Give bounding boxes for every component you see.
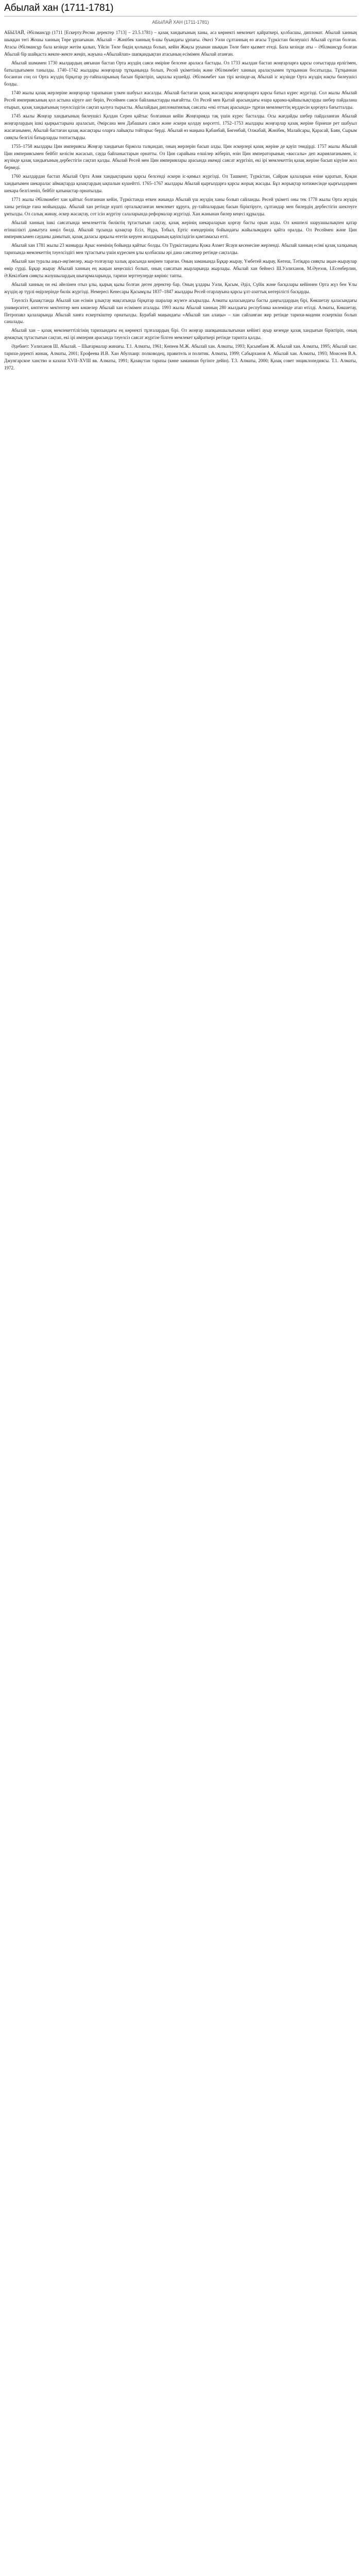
article-paragraph: Абылай шамамен 1730 жылдардың аяғынан бастап Орта жүздің саяси өміріне белсене араласа бастады. Ол 1733 жылдан бастап жоңғарларға қарсы соғыстарда ерлігімен, батылдығымен танылды. 1740–1742 жылдары жоңғарлар тұтқынында болып, Ресей үкіметінің және Әбілмәмбет ханның араласуымен тұтқыннан босатылды. Тұтқыннан босанған соң ол Орта жүздің бірқатар ру-тайпаларының басын біріктіріп, ықпалы күшейді. Әбілмәмбет хан тірі кезінде-ақ Абылай іс жүзінде Орта жүздің нақты билеушісі болды. [4, 60, 357, 87]
article-paragraph: 1755–1758 жылдары Цин империясы Жоңғар хандығын біржола талқандап, оның жерлерін басып алды. Цин әскерлері қазақ жеріне де қауіп төндірді. 1757 жылы Абылай Цин империясымен бейбіт келісім жасасып, сауда байланыстарын орнатты. Ол Цин сарайына елшілер жіберіп, өзін Цин императорының «вассалы» деп жариялағанымен, іс жүзінде қазақ хандығының дербестігін сақтап қалды. Абылай Ресей мен Цин империялары арасында икемді саясат жүргізіп, екі ірі мемлекеттің қазақ жеріне басып кіруіне жол бермеді. [4, 143, 357, 171]
article-paragraph: Абылай хан 1781 жылы 23 мамырда Арыс өзенінің бойында қайтыс болды. Ол Түркістандағы Қожа Ахмет Ясауи кесенесіне жерленді. Абылай ханның есімі қазақ халқының тарихында мемлекеттің тәуелсіздігі мен тұтастығы үшін күрескен ұлы қолбасшы әрі дана саясаткер ретінде сақталды. [4, 243, 357, 256]
article-paragraph: 1760 жылдардан бастап Абылай Орта Азия хандықтарына қарсы белсенді әскери іс-қимыл жүргізді. Ол Ташкент, Түркістан, Сайрам қалаларын өзіне қаратып, Қоқан хандығымен шекаралас аймақтарда қазақтардың ықпалын күшейтті. 1765–1767 жылдары Абылай қырғыздарға қарсы жорық жасады. Бұл жорықтар нәтижесінде қырғыздармен шекара белгіленіп, бейбіт қатынастар орнатылды. [4, 174, 357, 194]
article-paragraph: 1740 жылы қазақ жерлеріне жоңғарлар тарапынан үлкен шабуыл жасалды. Абылай бастаған қазақ жасақтары жоңғарларға қарсы батыл күрес жүргізді. Сол жылы Абылай Ресей империясының қол астына кіруге ант беріп, Ресеймен саяси байланыстарды нығайтты. Ол Ресей мен Қытай арасындағы өзара қарама-қайшылықтарды шебер пайдалана отырып, қазақ хандығының тәуелсіздігін сақтап қалуға тырысты. Абылайдың дипломатиялық саясаты «екі оттың арасында» тұрған мемлекеттің мүддесін қорғауға бағытталды. [4, 90, 357, 110]
article-paragraph: Абылай ханның он екі әйелінен отыз ұлы, қырық қызы болған деген деректер бар. Оның ұлдары Уәли, Қасым, Әділ, Сүйік және басқалары кейіннен Орта жүз бен Ұлы жүздің әр түрлі өңірлерінде билік жүргізді. Немересі Кенесары Қасымұлы 1837–1847 жылдары Ресей отарлауына қарсы ұлт-азаттық көтерілісті басқарды. [4, 281, 357, 294]
article-paragraph: 1745 жылы Жоңғар хандығының билеушісі Қалдан Серен қайтыс болғаннан кейін Жоңғарияда тақ үшін күрес басталды. Осы жағдайды шебер пайдаланған Абылай жоңғарлардың ішкі қырқыстарына араласып, Әмірсана мен Дабашыға саяси және әскери қолдау көрсетті. 1752–1753 жылдары жоңғарлар қазақ жеріне бірнеше рет шабуыл жасағанымен, Абылай бастаған қазақ жасақтары оларға лайықты тойтарыс берді. Абылай өз маңына Қабанбай, Бөгенбай, Олжабай, Жәнібек, Малайсары, Қарасай, Баян, Сырым сияқты белгілі батырларды топтастырды. [4, 113, 357, 140]
article-paragraph: Тәуелсіз Қазақстанда Абылай хан есімін ұлықтау мақсатында бірқатар шаралар жүзеге асырылды. Алматы қаласындағы басты даңғылдардың бірі, Көкшетау қаласындағы университет, көптеген мектептер мен көшелер Абылай хан есімімен аталады. 1993 жылы Абылай ханның 280 жылдығы республика көлемінде атап өтілді. Алматы, Көкшетау, Петропавл қалаларында Абылай ханға ескерткіштер орнатылды. Бурабай маңындағы «Абылай хан алаңы» – хан сайланған жер ретінде тарихи-мәдени ескерткіш болып саналады. [4, 297, 357, 325]
article-paragraph: АБЫЛАЙ, Әбілмансұр (1711 [Ескерту:Ресми деректер 1713] – 23.5.1781) – қазақ хандығының ханы, аса көрнекті мемлекет қайраткері, қолбасшы, дипломат. Абылай ханның шыққан тегі Жошы ханның Төре ұрпағынан. Абылай – Жәнібек ханның 6-шы буындағы ұрпағы. Әкесі Уәли сұлтанның өз ағасы Түркістан билеушісі Абылай сұлтан болған. Атасы Әбілмансұр бала кезінде жетім қалып, Үйсін Төле бидің қолында болып, кейін Жақсы руынан шыққан Төле биге қызмет етеді. Бала кезінде аты – Әбілмансұр болған Абылай бір шайқаста жекпе-жекте жеңіп, жауына «Абылайлап» шапқандықтан атасының есімімен Абылай атанған. [4, 30, 357, 57]
article-references: Әдебиет: Уәлиханов Ш. Абылай. – Шығармалар жинағы. Т.1. Алматы, 1961; Көпеев М.Ж. Абылай хан. Алматы, 1993; Қасымбаев Ж. Абылай хан. Алматы, 1995; Абылай хан: тарихи-деректі жинақ. Алматы, 2001; Ерофеева И.В. Хан Абулхаир: полководец, правитель и политик. Алматы, 1999; Сабырханов А. Абылай хан. Алматы, 1993; Моисеев В.А. Джунгарское ханство и казахи XVII–XVIII вв. Алматы, 1991; Қазақстан тарихы (көне заманнан бүгінге дейін). Т.3. Алматы, 2000; Қазақ совет энциклопедиясы. Т.1. Алматы, 1972. [4, 344, 357, 370]
article-paragraph: Абылай хан – қазақ мемлекеттілігінің тарихындағы ең көрнекті тұлғалардың бірі. Ол жоңғар шапқыншылығынан кейінгі ауыр кезеңде қазақ хандығын біріктіріп, оның аумақтық тұтастығын сақтап, екі ірі империя арасында тәуелсіз саясат жүргізе білген мемлекет қайраткері ретінде тарихта қалды. [4, 328, 357, 341]
article-body [4, 29, 357, 372]
article-title: Абылай хан (1711-1781) [4, 2, 357, 16]
article-paragraph: 1771 жылы Әбілмәмбет хан қайтыс болғаннан кейін, Түркістанда өткен жиында Абылай үш жүздің ханы болып сайланды. Ресей үкіметі оны тек 1778 жылы Орта жүздің ханы ретінде ғана мойындады. Абылай хан ретінде күшті орталықтанған мемлекет құруға, ру-тайпалардың басын біріктіруге, сұлтандар мен билердің дербестігін шектеуге ұмтылды. Ол салық жинау, әскер жасақтау, сот ісін жүргізу салаларында реформалар жүргізді. Хан жанынан билер кеңесі құрылды. [4, 196, 357, 216]
article-paragraph: Абылай ханның ішкі саясатында мемлекеттік биліктің тұтастығын сақтау, қазақ жерінің шекараларын қорғау басты орын алды. Ол көшпелі шаруашылықпен қатар егіншілікті дамытуға көңіл бөлді. Абылай тұсында қазақтар Есіл, Нұра, Тобыл, Ертіс өзендерінің бойындағы жайылымдарға қайта оралды. Ол Ресеймен және Цин империясымен сауданы дамытып, қазақ даласы арқылы өтетін керуен жолдарының қауіпсіздігін қамтамасыз етті. [4, 219, 357, 240]
article-paragraph: Абылай хан туралы аңыз-әңгімелер, жыр-толғаулар халық арасында кеңінен тараған. Оның заманында Бұқар жырау, Үмбетей жырау, Көтеш, Тәтіқара сияқты ақын-жыраулар өмір сүрді. Бұқар жырау Абылай ханның ең жақын кеңесшісі болып, оның саясатын жырларында жырлады. Абылай хан бейнесі Ш.Уәлиханов, М.Әуезов, І.Есенберлин, Ә.Кекілбаев сияқты жазушылардың шығармаларында, тарихи зерттеулерде көрініс тапты. [4, 259, 357, 278]
article-subtitle: АБЫЛАЙ ХАН (1711-1781) [152, 20, 209, 25]
